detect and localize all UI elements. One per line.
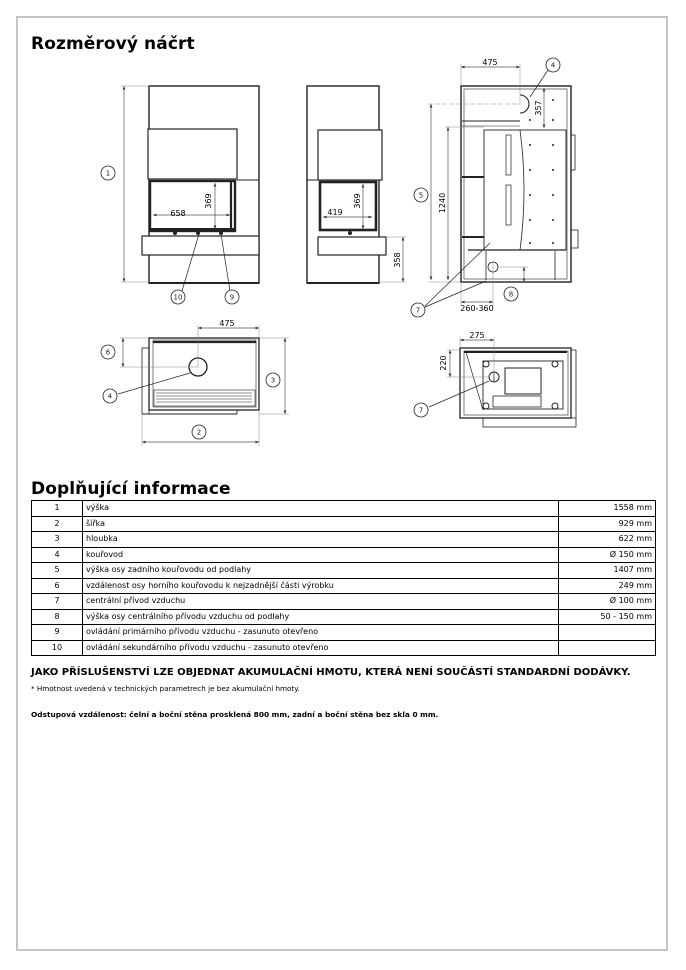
dim-side-base: 358 — [393, 252, 402, 268]
row-value: 50 - 150 mm — [559, 609, 656, 625]
row-number: 8 — [32, 609, 83, 625]
callout-5: 5 — [418, 191, 424, 200]
dim-section-depth: 260-360 — [460, 304, 494, 313]
row-label: centrální přívod vzduchu — [83, 594, 559, 610]
table-row — [32, 501, 656, 517]
weight-note: * Hmotnost uvedená v technických parametrech je bez akumulační hmoty. — [31, 684, 300, 693]
row-label: šířka — [83, 516, 559, 532]
callout-2: 2 — [196, 428, 202, 437]
dim-plan-top: 475 — [219, 319, 235, 328]
row-number: 9 — [32, 625, 83, 641]
row-label: výška osy zadního kouřovodu od podlahy — [83, 563, 559, 579]
row-value: 622 mm — [559, 532, 656, 548]
row-number: 4 — [32, 547, 83, 563]
dim-front-height: 369 — [204, 193, 213, 209]
dim-plan-small-depth: 220 — [439, 355, 448, 371]
row-number: 2 — [32, 516, 83, 532]
accessory-note: JAKO PŘÍSLUŠENSTVÍ LZE OBJEDNAT AKUMULAČNÍ HMOTU, KTERÁ NENÍ SOUČÁSTÍ STANDARDNÍ DODÁVKY. — [31, 667, 631, 678]
row-number: 10 — [32, 640, 83, 656]
info-table — [31, 500, 656, 656]
section-title-additional-info: Doplňující informace — [31, 479, 231, 499]
row-label: kouřovod — [83, 547, 559, 563]
table-row — [32, 563, 656, 579]
dim-section-height: 1240 — [438, 192, 447, 214]
dim-plan-small-width: 275 — [469, 331, 485, 340]
row-number: 6 — [32, 578, 83, 594]
dimension-drawing — [0, 0, 686, 470]
dim-section-flue: 357 — [534, 100, 543, 116]
callout-7b: 7 — [418, 406, 424, 415]
row-value — [559, 625, 656, 641]
row-label: vzdálenost osy horního kouřovodu k nejzadnější části výrobku — [83, 578, 559, 594]
table-row — [32, 594, 656, 610]
callout-3: 3 — [270, 376, 276, 385]
callout-6: 6 — [105, 348, 111, 357]
side-view — [307, 86, 406, 283]
clearance-note: Odstupová vzdálenost: čelní a boční stěna prosklená 800 mm, zadní a boční stěna bez skla 0 mm. — [31, 710, 439, 719]
plan-view-inner — [429, 337, 576, 427]
table-row — [32, 516, 656, 532]
dim-side-width: 419 — [327, 208, 343, 217]
table-row — [32, 609, 656, 625]
row-number: 1 — [32, 501, 83, 517]
row-value: 929 mm — [559, 516, 656, 532]
callout-10: 10 — [173, 293, 183, 302]
row-value: 249 mm — [559, 578, 656, 594]
callout-8: 8 — [508, 290, 514, 299]
row-value — [559, 640, 656, 656]
dim-section-top: 475 — [482, 58, 498, 67]
row-value: Ø 100 mm — [559, 594, 656, 610]
row-value: Ø 150 mm — [559, 547, 656, 563]
row-label: ovládání sekundárního přívodu vzduchu - zasunuto otevřeno — [83, 640, 559, 656]
dim-front-width: 658 — [170, 209, 186, 218]
row-value: 1558 mm — [559, 501, 656, 517]
table-row — [32, 547, 656, 563]
row-number: 7 — [32, 594, 83, 610]
callout-1: 1 — [105, 169, 111, 178]
callout-4b: 4 — [107, 392, 113, 401]
row-value: 1407 mm — [559, 563, 656, 579]
callout-4a: 4 — [550, 61, 556, 70]
table-row — [32, 532, 656, 548]
row-label: hloubka — [83, 532, 559, 548]
callout-7a: 7 — [415, 306, 421, 315]
table-row — [32, 640, 656, 656]
callout-9: 9 — [229, 293, 235, 302]
section-title-dimension-sketch: Rozměrový náčrt — [31, 34, 195, 54]
row-number: 3 — [32, 532, 83, 548]
table-row — [32, 578, 656, 594]
row-label: výška — [83, 501, 559, 517]
front-view — [121, 86, 259, 291]
dim-side-height: 369 — [353, 193, 362, 209]
row-label: výška osy centrálního přívodu vzduchu od podlahy — [83, 609, 559, 625]
row-number: 5 — [32, 563, 83, 579]
row-label: ovládání primárního přívodu vzduchu - zasunuto otevřeno — [83, 625, 559, 641]
table-row — [32, 625, 656, 641]
